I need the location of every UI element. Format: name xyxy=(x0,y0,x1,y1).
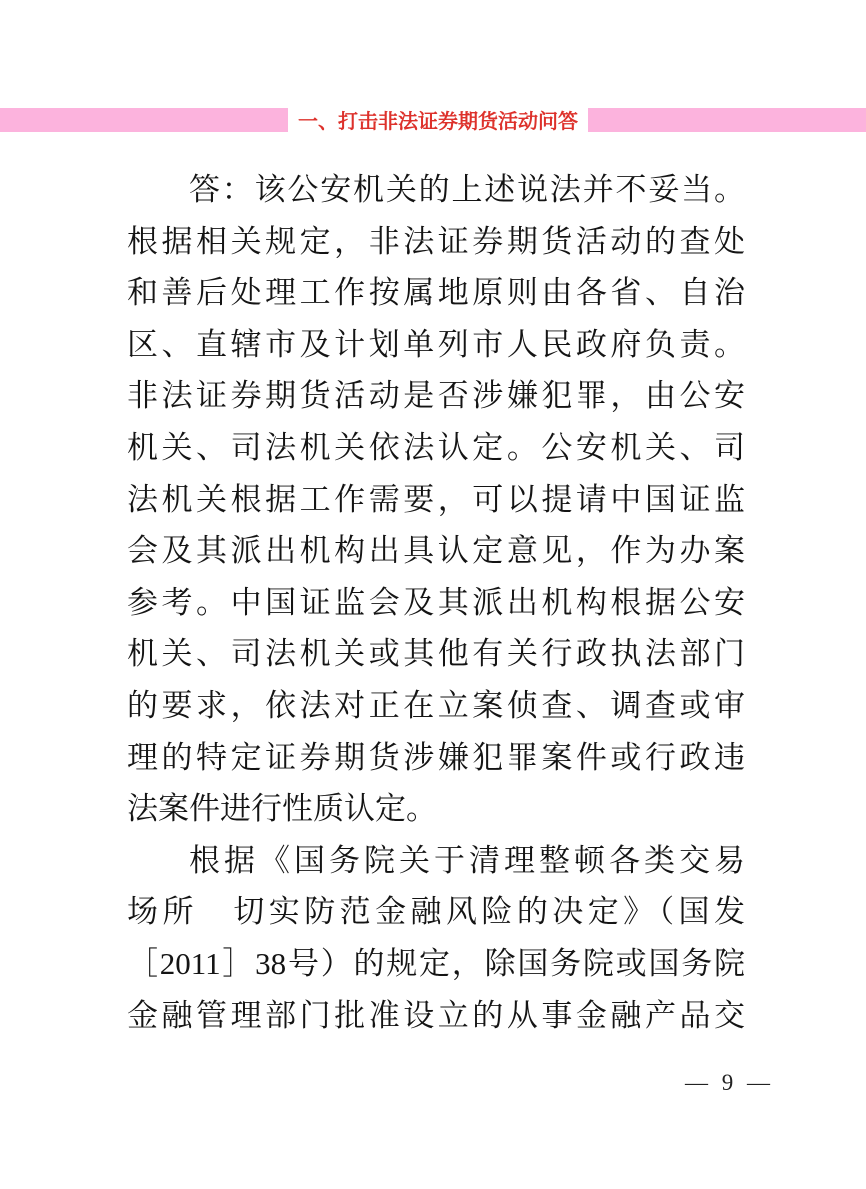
chapter-header-banner xyxy=(0,108,866,132)
page-number: — 9 — xyxy=(685,1070,774,1095)
header-bar-left xyxy=(0,108,288,132)
text-line: 和善后处理工作按属地原则由各省、自治 xyxy=(127,275,745,311)
text-line: 的要求，依法对正在立案侦查、调查或审 xyxy=(127,687,745,723)
chapter-title: 一、打击非法证券期货活动问答 xyxy=(298,111,578,133)
text-line: 区、直辖市及计划单列市人民政府负责。 xyxy=(127,326,745,362)
text-line: 根据《国务院关于清理整顿各类交易 xyxy=(189,842,745,878)
text-line: 理的特定证券期货涉嫌犯罪案件或行政违 xyxy=(127,739,745,775)
text-line: 非法证券期货活动是否涉嫌犯罪，由公安 xyxy=(127,378,745,414)
text-line: 根据相关规定，非法证券期货活动的查处 xyxy=(127,223,745,259)
header-bar-right xyxy=(588,108,866,132)
body-text-block xyxy=(127,164,745,1041)
text-line: 机关、司法机关依法认定。公安机关、司 xyxy=(127,429,745,465)
text-line: 参考。中国证监会及其派出机构根据公安 xyxy=(127,584,745,620)
text-line: 金融管理部门批准设立的从事金融产品交 xyxy=(127,997,745,1033)
text-line: 会及其派出机构出具认定意见，作为办案 xyxy=(127,533,745,569)
text-line: 机关、司法机关或其他有关行政执法部门 xyxy=(127,636,745,672)
text-line: 场所 切实防范金融风险的决定》（国发 xyxy=(127,894,745,930)
text-line: 答：该公安机关的上述说法并不妥当。 xyxy=(189,172,745,207)
text-line: 法案件进行性质认定。 xyxy=(127,791,437,827)
text-line: 法机关根据工作需要，可以提请中国证监 xyxy=(127,481,745,517)
text-line: ［2011］38号）的规定，除国务院或国务院 xyxy=(127,945,745,981)
